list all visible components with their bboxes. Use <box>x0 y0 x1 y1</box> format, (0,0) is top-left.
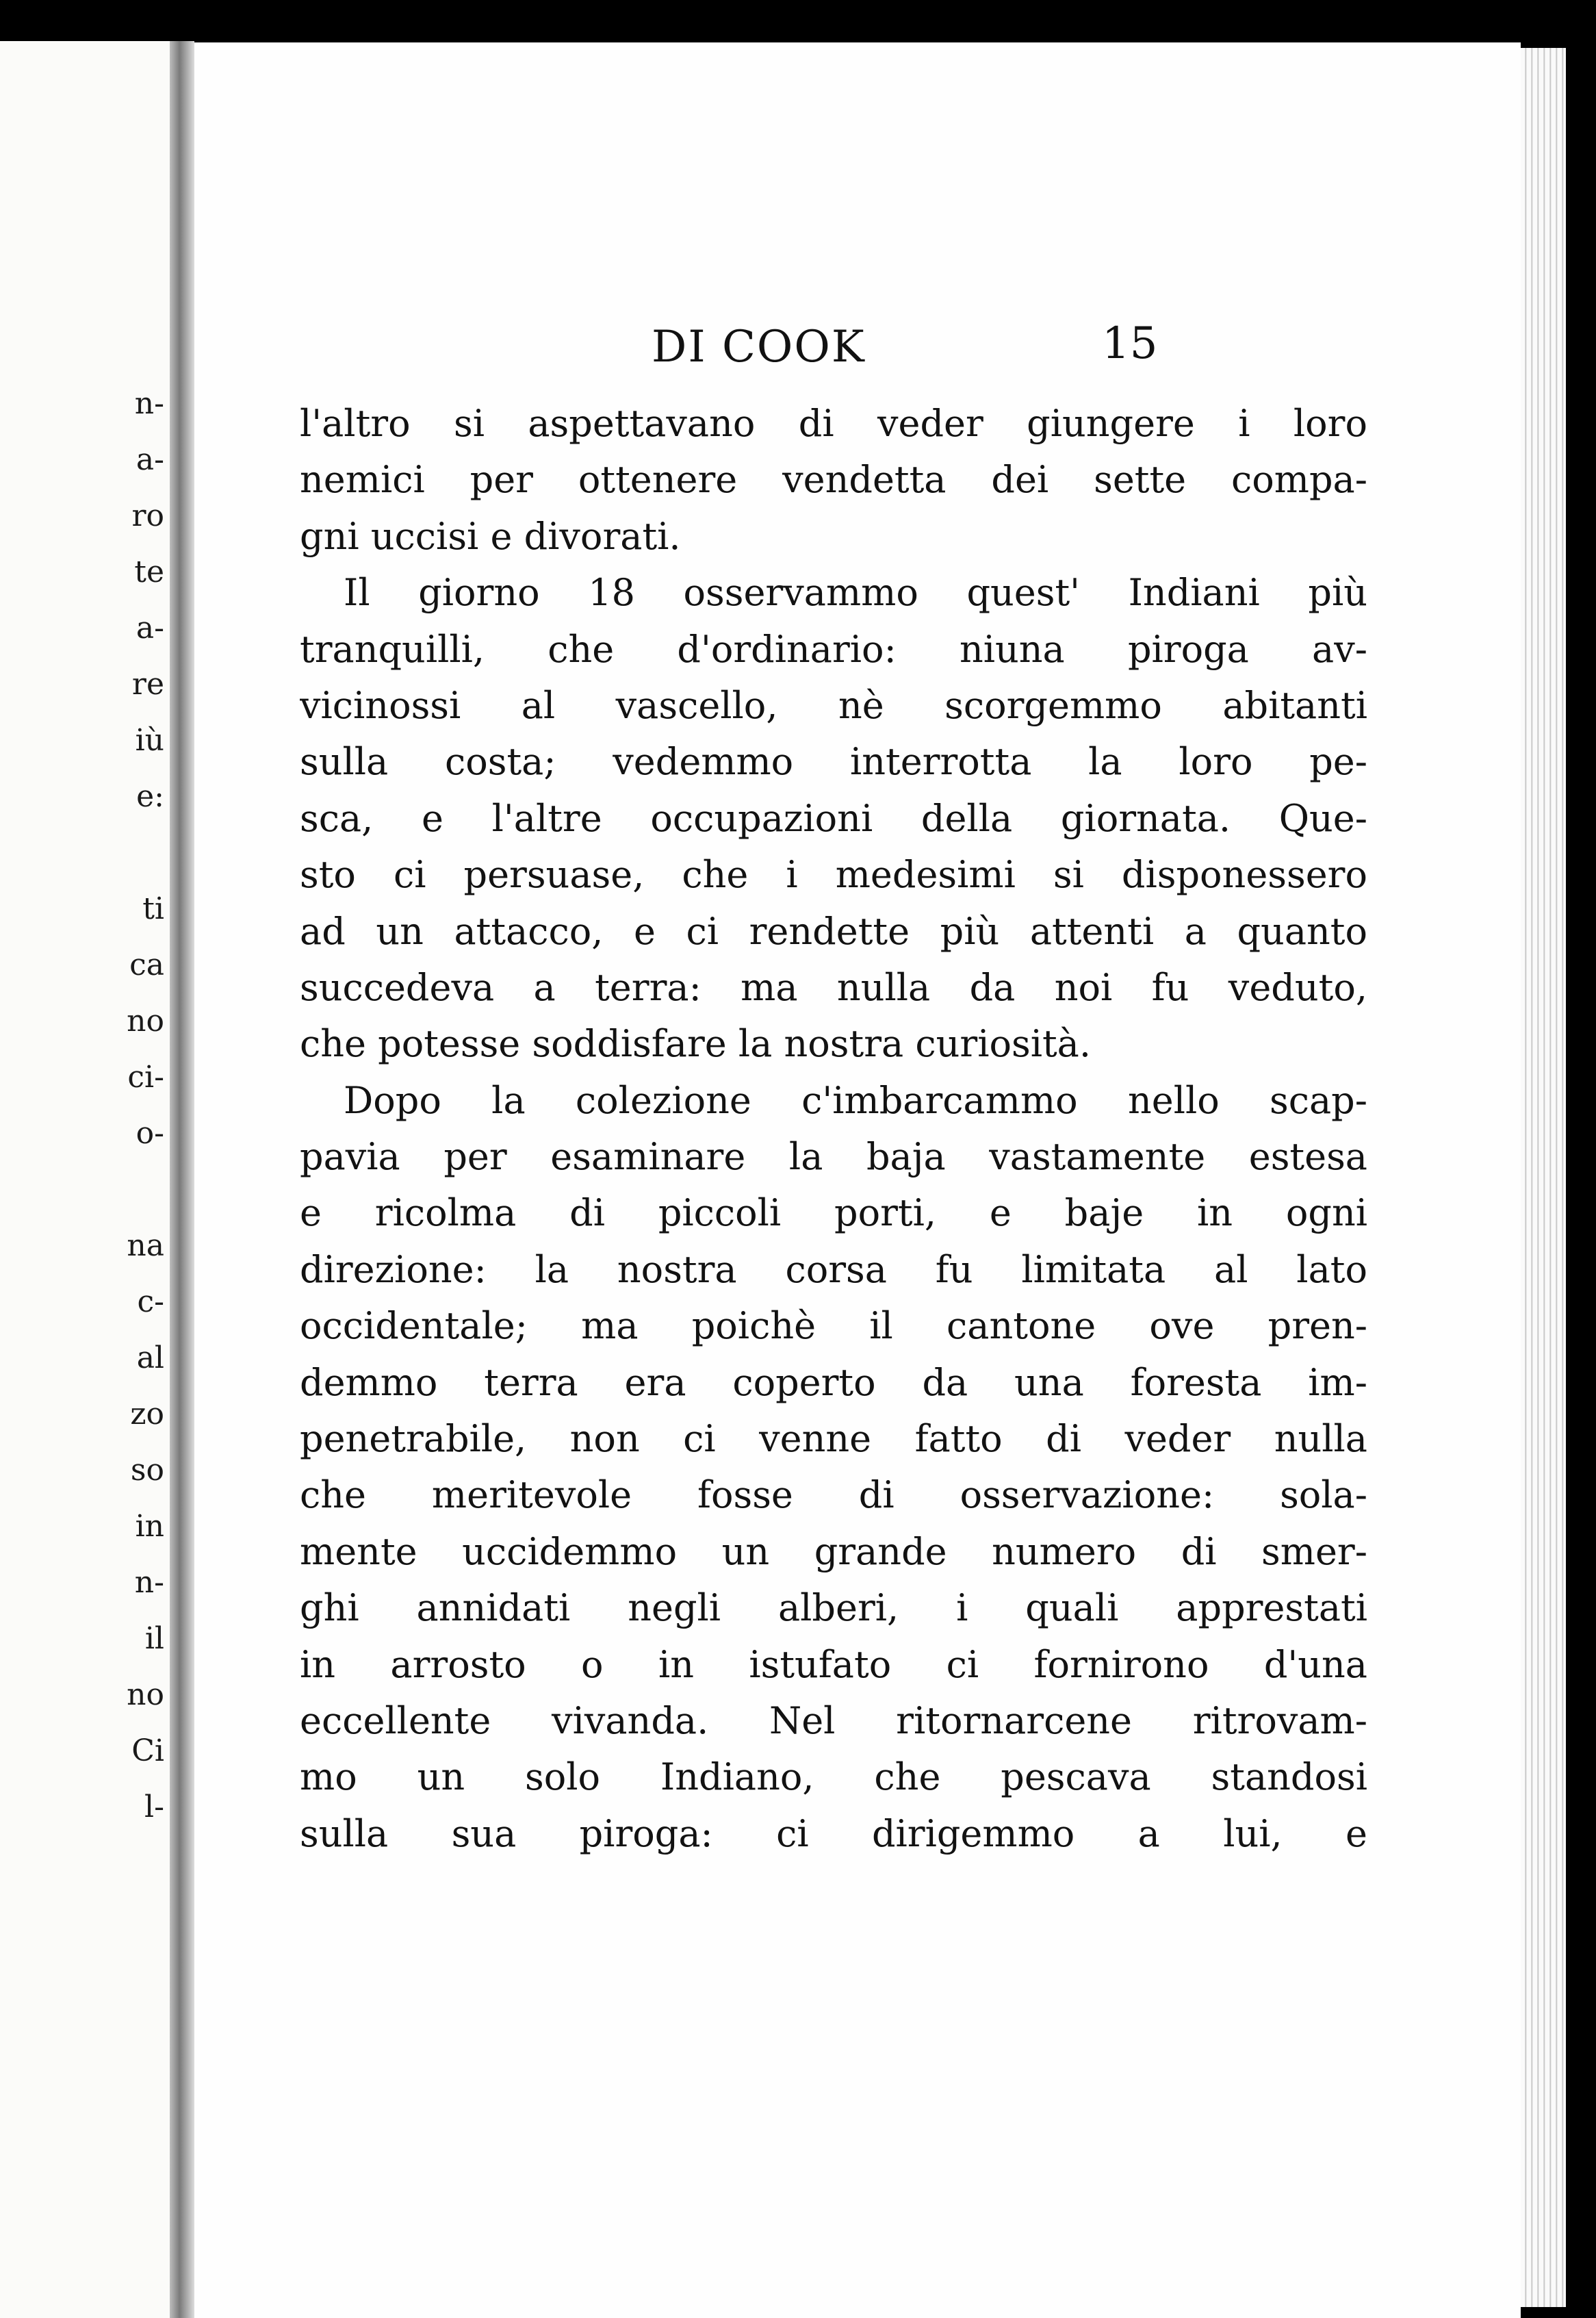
page-fore-edge <box>1521 48 1566 2307</box>
left-page-fragment: a- <box>136 611 164 646</box>
text-line: sca, e l'altre occupazioni della giornata. Que- <box>300 796 1367 840</box>
running-head <box>194 281 1521 372</box>
text-line: Il giorno 18 osservammo quest' Indiani più <box>344 571 1367 615</box>
text-line: sto ci persuase, che i medesimi si disponessero <box>300 853 1367 897</box>
text-line: nemici per ottenere vendetta dei sette compa- <box>300 458 1367 502</box>
text-line: penetrabile, non ci venne fatto di veder nulla <box>300 1417 1367 1461</box>
text-line: che meritevole fosse di osservazione: sola- <box>300 1473 1367 1517</box>
text-line: pavia per esaminare la baja vastamente estesa <box>300 1135 1367 1179</box>
text-line: ghi annidati negli alberi, i quali apprestati <box>300 1586 1367 1630</box>
left-page-fragment: ro <box>131 498 164 533</box>
left-page-fragment: iù <box>135 723 164 758</box>
left-page-fragment: n- <box>134 1565 164 1600</box>
left-page-fragment: c- <box>137 1284 164 1319</box>
left-page-fragment: e: <box>136 779 164 814</box>
text-line: tranquilli, che d'ordinario: niuna piroga av- <box>300 627 1367 671</box>
left-page-fragment: in <box>135 1509 164 1544</box>
text-line: gni uccisi e divorati. <box>300 514 681 558</box>
text-line: ad un attacco, e ci rendette più attenti a quanto <box>300 909 1367 953</box>
left-facing-page <box>0 41 170 2318</box>
left-page-fragment: n- <box>134 386 164 421</box>
left-page-fragment: l- <box>144 1790 164 1824</box>
text-line: mente uccidemmo un grande numero di smer- <box>300 1529 1367 1573</box>
left-page-fragment: na <box>127 1228 164 1263</box>
left-page-fragment: zo <box>130 1397 164 1431</box>
left-page-fragment: a- <box>136 442 164 477</box>
left-page-fragment: so <box>130 1453 164 1488</box>
left-page-fragment: o- <box>136 1116 164 1151</box>
text-line: mo un solo Indiano, che pescava standosi <box>300 1755 1367 1799</box>
text-line: sulla sua piroga: ci dirigemmo a lui, e <box>300 1811 1367 1855</box>
right-page <box>194 42 1521 2318</box>
left-page-fragment: Ci <box>131 1733 164 1768</box>
page-number: 15 <box>1102 318 1158 369</box>
book-gutter <box>170 41 194 2318</box>
left-page-fragment: no <box>127 1004 164 1039</box>
running-head-title: DI COOK <box>652 322 866 372</box>
left-page-fragment: al <box>136 1340 164 1375</box>
text-line: eccellente vivanda. Nel ritornarcene ritrovam- <box>300 1698 1367 1742</box>
text-line: Dopo la colezione c'imbarcammo nello scap- <box>344 1078 1367 1122</box>
left-page-fragment: il <box>144 1621 164 1656</box>
left-page-fragment: ci- <box>127 1060 164 1095</box>
left-page-fragment: te <box>134 555 164 589</box>
text-line: direzione: la nostra corsa fu limitata al lato <box>300 1247 1367 1291</box>
text-line: sulla costa; vedemmo interrotta la loro pe- <box>300 740 1367 784</box>
text-line: che potesse soddisfare la nostra curiosità. <box>300 1022 1092 1066</box>
text-line: occidentale; ma poichè il cantone ove pren- <box>300 1304 1367 1348</box>
text-line: l'altro si aspettavano di veder giungere i loro <box>300 402 1367 445</box>
text-line: vicinossi al vascello, nè scorgemmo abitanti <box>300 683 1367 727</box>
left-page-fragment: ca <box>129 947 164 982</box>
text-line: succedeva a terra: ma nulla da noi fu veduto, <box>300 965 1367 1009</box>
text-line: in arrosto o in istufato ci fornirono d'una <box>300 1642 1367 1686</box>
text-line: demmo terra era coperto da una foresta im- <box>300 1360 1367 1404</box>
left-page-fragment: no <box>127 1677 164 1712</box>
body-text <box>300 396 1367 1862</box>
text-line: e ricolma di piccoli porti, e baje in ogni <box>300 1191 1367 1235</box>
left-page-fragment: re <box>131 667 164 702</box>
left-page-fragment: ti <box>142 891 164 926</box>
